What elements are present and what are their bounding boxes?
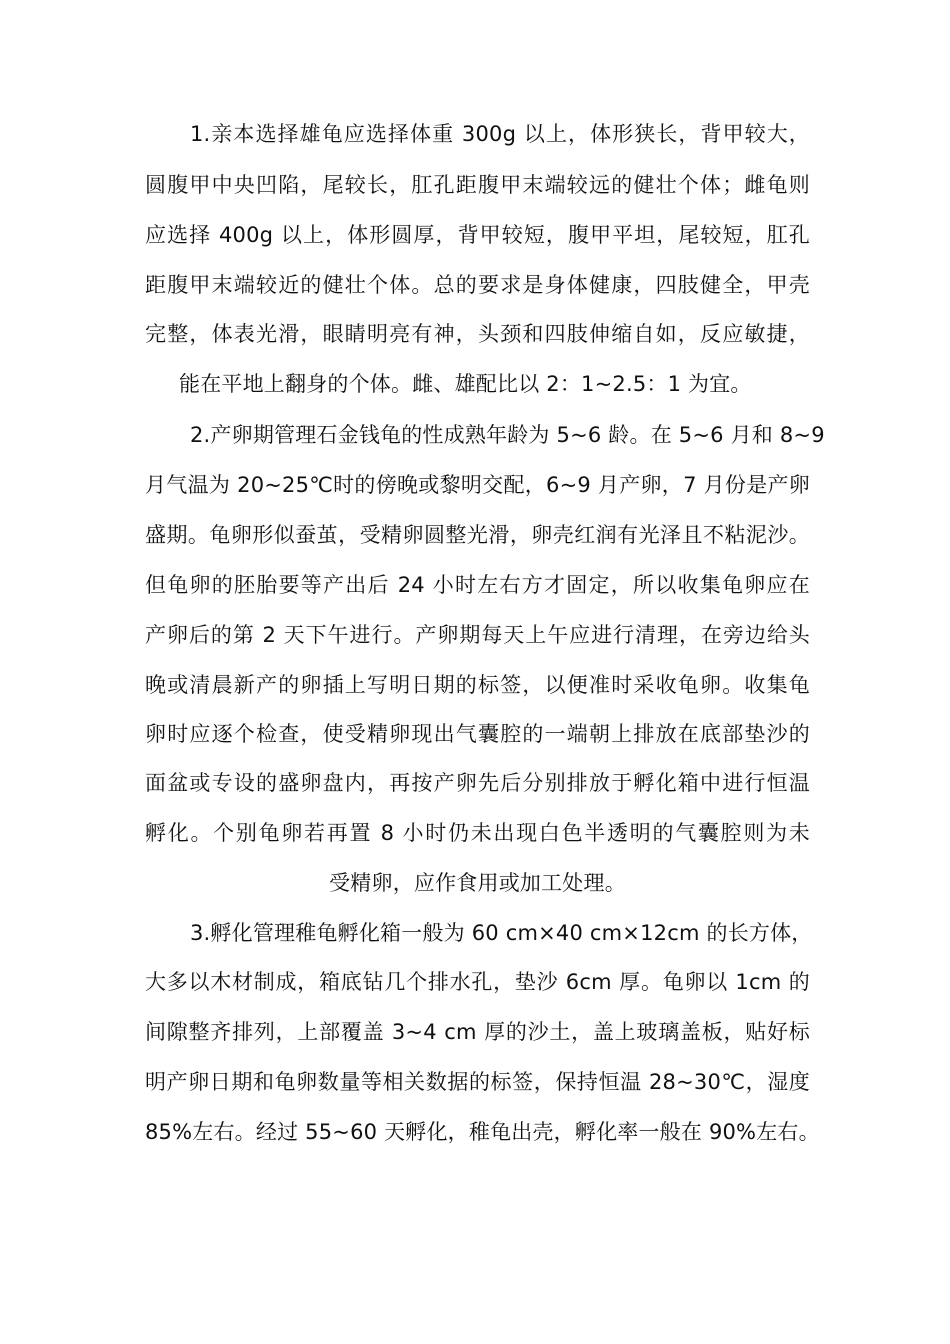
paragraph-1-line-6: 能在平地上翻身的个体。雌、雄配比以 2：1~2.5：1 为宜。 — [179, 372, 752, 396]
paragraph-1-line-5: 完整，体表光滑，眼睛明亮有神，头颈和四肢伸缩自如，反应敏捷， — [145, 322, 810, 346]
paragraph-2-line-9: 孵化。个别龟卵若再置 8 小时仍未出现白色半透明的气囊腔则为未 — [145, 821, 810, 845]
paragraph-3-line-1: 3.孵化管理稚龟孵化箱一般为 60 cm×40 cm×12cm 的长方体， — [190, 921, 813, 945]
paragraph-2-line-3: 盛期。龟卵形似蚕茧，受精卵圆整光滑，卵壳红润有光泽且不粘泥沙。 — [145, 523, 810, 547]
paragraph-1-line-1: 1.亲本选择雄龟应选择体重 300g 以上，体形狭长，背甲较大， — [190, 122, 810, 146]
paragraph-3-line-5: 85%左右。经过 55~60 天孵化，稚龟出壳，孵化率一般在 90%左右。 — [145, 1120, 820, 1144]
paragraph-2-line-7: 卵时应逐个检查，使受精卵现出气囊腔的一端朝上排放在底部垫沙的 — [145, 722, 810, 746]
paragraph-1-line-3: 应选择 400g 以上，体形圆厚，背甲较短，腹甲平坦，尾较短，肛孔 — [145, 223, 810, 247]
paragraph-2-line-8: 面盆或专设的盛卵盘内，再按产卵先后分别排放于孵化箱中进行恒温 — [145, 771, 810, 795]
paragraph-1-line-4: 距腹甲末端较近的健壮个体。总的要求是身体健康，四肢健全，甲壳 — [145, 273, 810, 297]
paragraph-2-line-10: 受精卵，应作食用或加工处理。 — [329, 871, 626, 895]
paragraph-3-line-4: 明产卵日期和龟卵数量等相关数据的标签，保持恒温 28~30℃，湿度 — [145, 1070, 810, 1094]
paragraph-2-line-6: 晚或清晨新产的卵插上写明日期的标签，以便准时采收龟卵。收集龟 — [145, 673, 810, 697]
paragraph-3-line-2: 大多以木材制成，箱底钻几个排水孔，垫沙 6cm 厚。龟卵以 1cm 的 — [145, 970, 810, 994]
paragraph-1-line-2: 圆腹甲中央凹陷，尾较长，肛孔距腹甲末端较远的健壮个体；雌龟则 — [145, 173, 810, 197]
paragraph-2-line-1: 2.产卵期管理石金钱龟的性成熟年龄为 5~6 龄。在 5~6 月和 8~9 — [190, 423, 825, 447]
paragraph-2-line-2: 月气温为 20~25℃时的傍晚或黎明交配，6~9 月产卵，7 月份是产卵 — [145, 473, 810, 497]
paragraph-2-line-5: 产卵后的第 2 天下午进行。产卵期每天上午应进行清理，在旁边给头 — [145, 623, 810, 647]
paragraph-2-line-4: 但龟卵的胚胎要等产出后 24 小时左右方才固定，所以收集龟卵应在 — [145, 573, 810, 597]
paragraph-3-line-3: 间隙整齐排列，上部覆盖 3~4 cm 厚的沙土，盖上玻璃盖板，贴好标 — [145, 1020, 810, 1044]
